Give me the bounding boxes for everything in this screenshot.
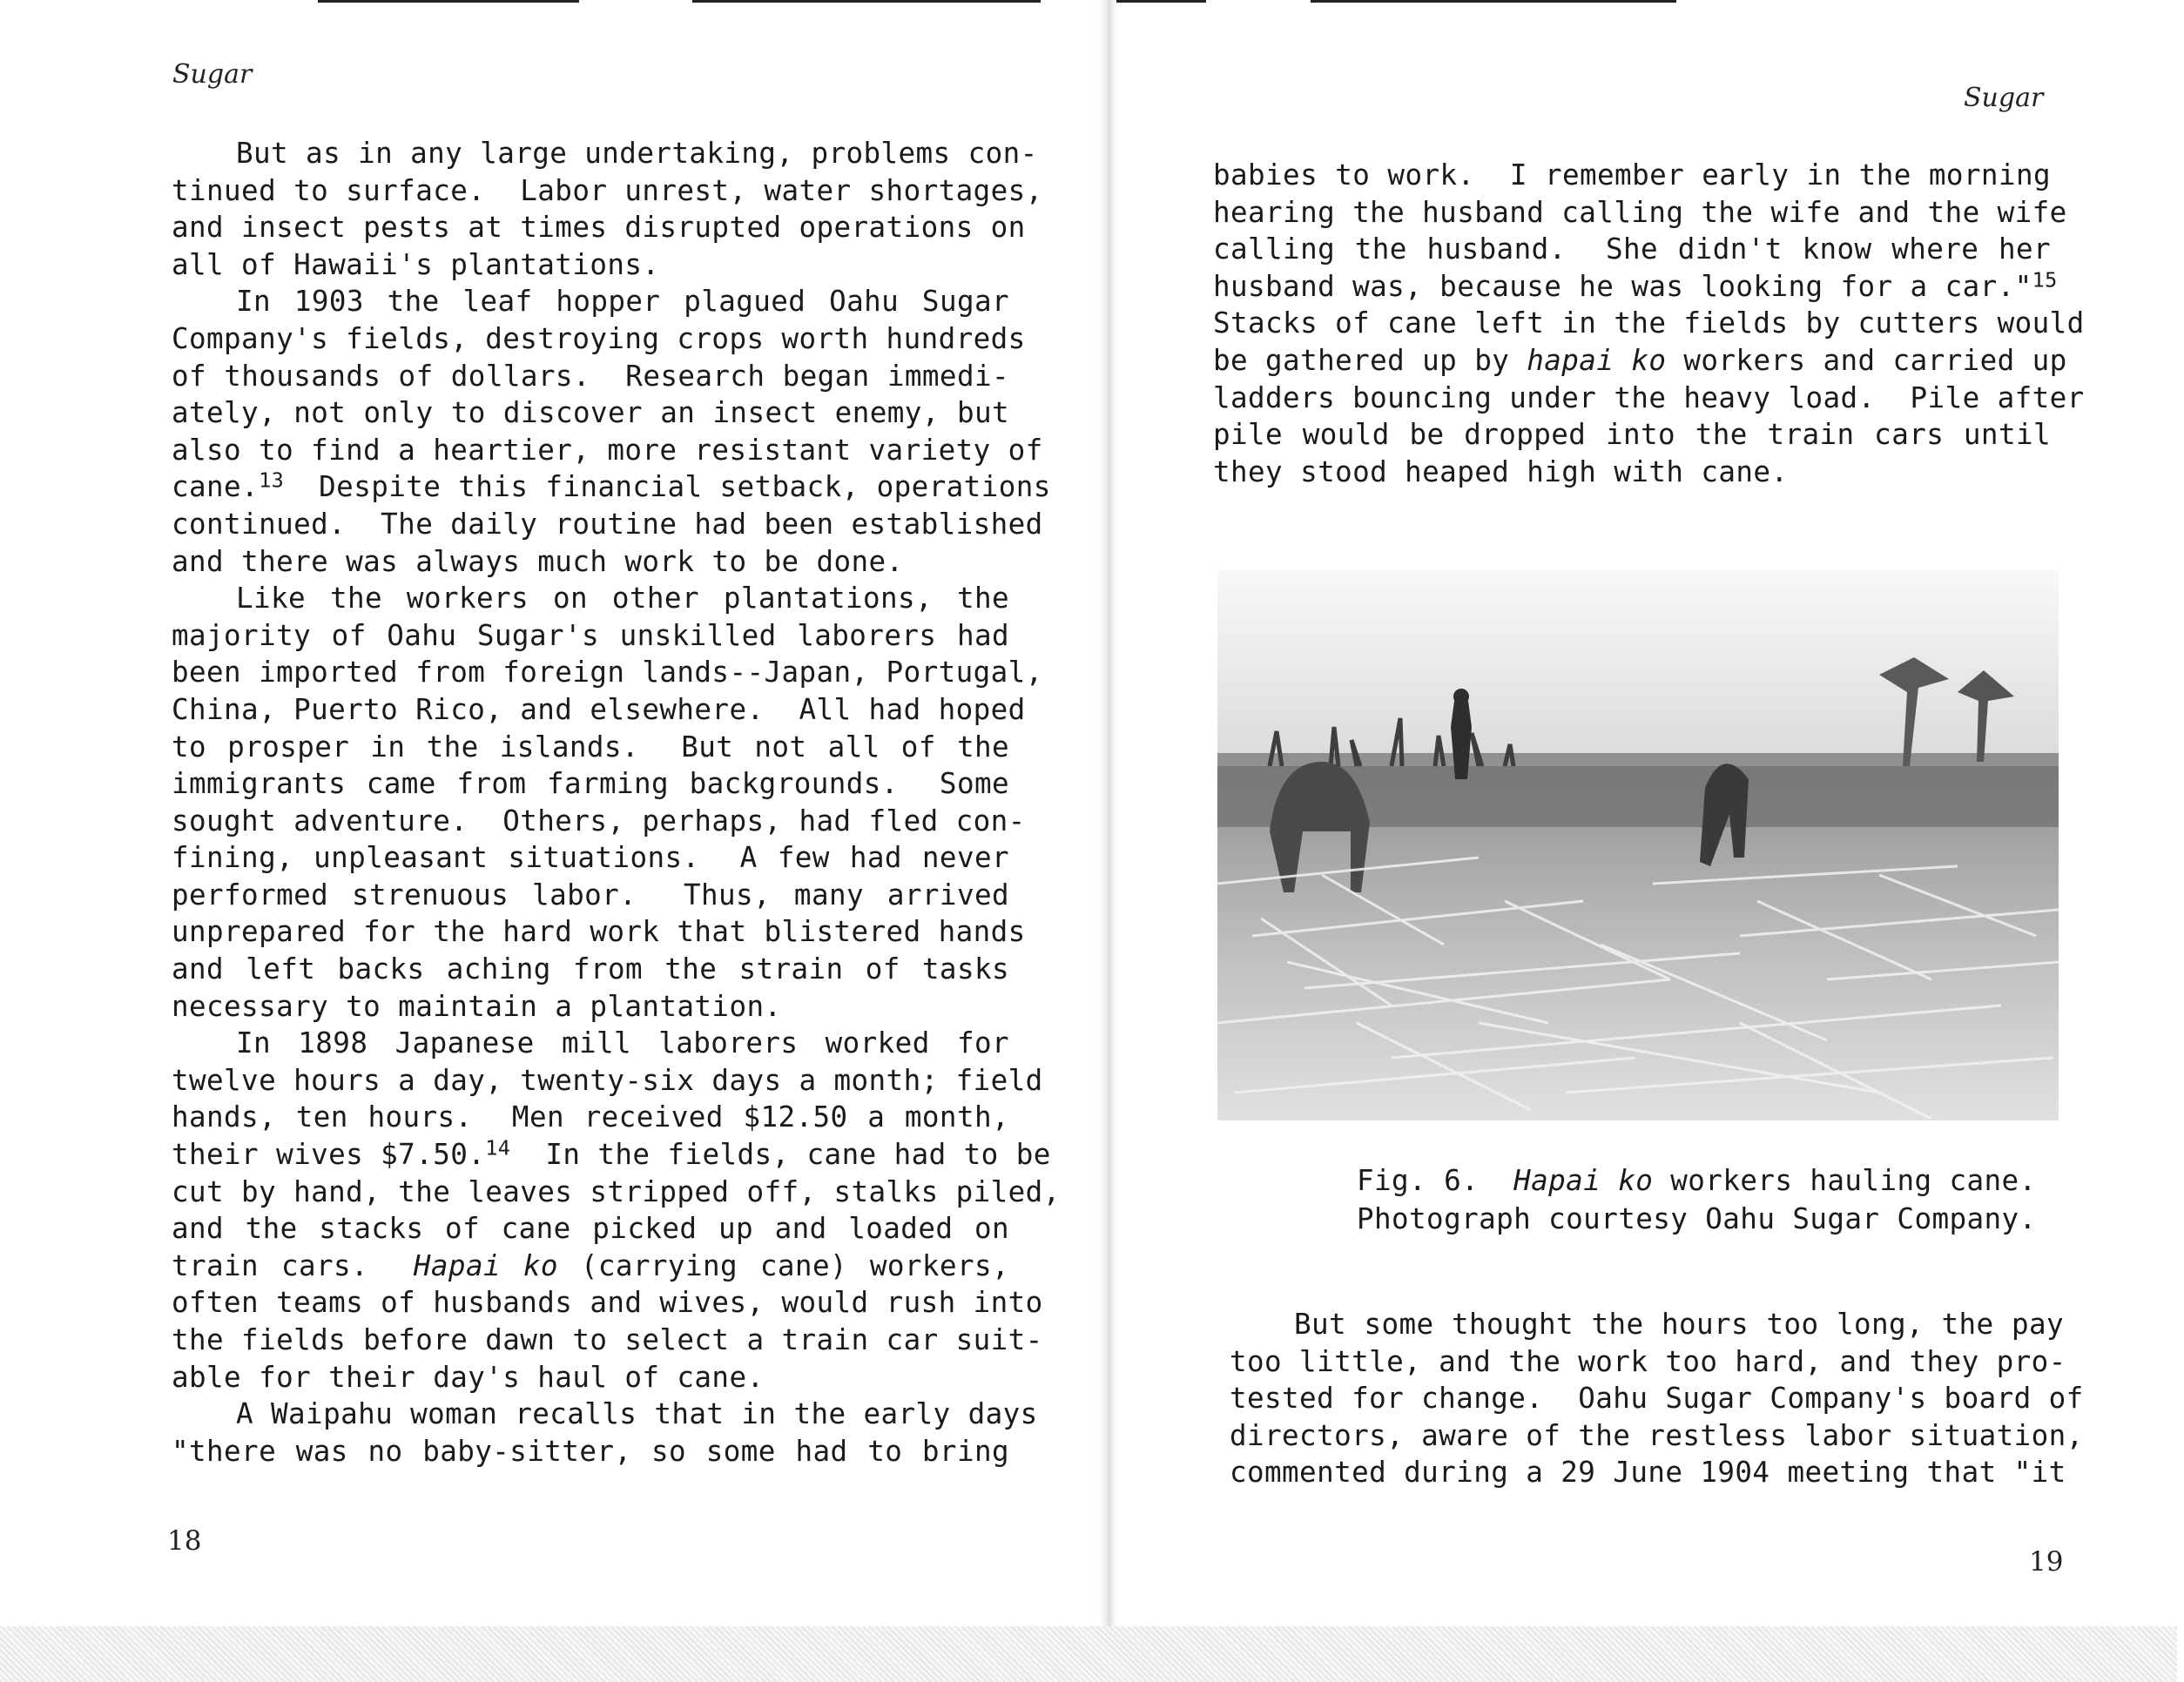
text-line: Like the workers on other plantations, the	[236, 582, 1009, 616]
text-line: immigrants came from farming backgrounds. Some	[172, 767, 1009, 801]
text-line: But as in any large undertaking, problems con-	[236, 137, 1038, 170]
text-line: to prosper in the islands. But not all of the	[172, 730, 1009, 764]
figure-caption	[1357, 1161, 2184, 1238]
top-rule	[1311, 0, 1676, 3]
text-line: train cars. Hapai ko (carrying cane) workers,	[172, 1248, 1009, 1282]
text-line: tested for change. Oahu Sugar Company's board of	[1230, 1382, 2084, 1416]
text-line: twelve hours a day, twenty-six days a month; field	[172, 1063, 1043, 1097]
text-line: sought adventure. Others, perhaps, had fled con-	[172, 804, 1026, 838]
caption-rest: workers hauling cane.	[1653, 1164, 2037, 1197]
text-line: been imported from foreign lands--Japan, Portugal,	[172, 656, 1043, 690]
top-rule	[1110, 0, 1206, 3]
top-rule	[692, 0, 1041, 3]
text-line: fining, unpleasant situations. A few had never	[172, 841, 1009, 875]
text-line: China, Puerto Rico, and elsewhere. All had hoped	[172, 692, 1026, 726]
text-line: babies to work. I remember early in the morning	[1213, 158, 2051, 192]
text-line: Stacks of cane left in the fields by cutters would	[1213, 306, 2085, 340]
text-line: commented during a 29 June 1904 meeting that "it	[1230, 1456, 2066, 1490]
photo-sky	[1217, 570, 2059, 753]
cane-field-photo	[1217, 570, 2059, 1136]
text-line: A Waipahu woman recalls that in the early days	[236, 1397, 1038, 1431]
page-number: 19	[2029, 1546, 2064, 1578]
text-line: their wives $7.50.14 In the fields, cane had to be	[172, 1135, 1051, 1172]
text-line: ladders bouncing under the heavy load. Pile after	[1213, 380, 2085, 414]
footnote-ref: 13	[259, 468, 285, 493]
text-line: husband was, because he was looking for a car."$^{15}$	[1213, 267, 2058, 303]
text-line: too little, and the work too hard, and they pro-	[1230, 1344, 2066, 1378]
text-line: cut by hand, the leaves stripped off, stalks piled,	[172, 1174, 1061, 1208]
text-line: cane.$^{13}$ Despite this financial setback, operations	[172, 468, 1051, 504]
text-line: all of Hawaii's plantations.	[172, 247, 660, 281]
left-text-column	[172, 135, 1061, 1470]
running-header: Sugar	[1964, 83, 2044, 113]
text-line: hearing the husband calling the wife and the wife	[1213, 195, 2067, 229]
italic-term: Hapai ko	[413, 1248, 558, 1282]
page-bottom-shadow	[0, 1626, 2177, 1682]
text-line: performed strenuous labor. Thus, many arrived	[172, 878, 1009, 912]
text-line: and the stacks of cane picked up and loaded on	[172, 1212, 1009, 1246]
text-line: calling the husband. She didn't know where her	[1213, 232, 2051, 266]
photo-bottom-margin	[1217, 1120, 2059, 1136]
caption-italic: Hapai ko	[1513, 1164, 1654, 1197]
page-number: 18	[167, 1525, 202, 1557]
text-line: continued. The daily routine had been established	[172, 507, 1043, 541]
caption-line: Photograph courtesy Oahu Sugar Company.	[1357, 1202, 2037, 1235]
text-line: be gathered up by hapai ko workers and carried up	[1213, 343, 2067, 377]
caption-line	[1357, 1161, 2184, 1200]
text-line: directors, aware of the restless labor situation,	[1230, 1418, 2084, 1452]
worker-head	[1453, 689, 1469, 704]
book-gutter	[1099, 0, 1116, 1682]
text-line: "there was no baby-sitter, so some had to bring	[172, 1434, 1009, 1468]
text-line: necessary to maintain a plantation.	[172, 989, 782, 1023]
text-line: hands, ten hours. Men received $12.50 a month,	[172, 1100, 1009, 1134]
text-line: tinued to surface. Labor unrest, water shortages,	[172, 173, 1043, 207]
text-line: ately, not only to discover an insect enemy, but	[172, 396, 1009, 430]
text-line: the fields before dawn to select a train car suit-	[172, 1323, 1043, 1356]
text-line: and left backs aching from the strain of tasks	[172, 952, 1009, 986]
text-line: majority of Oahu Sugar's unskilled laborers had	[172, 618, 1009, 652]
italic-term: hapai ko	[1527, 343, 1667, 377]
text-line: In 1898 Japanese mill laborers worked for	[236, 1026, 1009, 1060]
text-line: and insect pests at times disrupted operations on	[172, 211, 1026, 245]
text-line: and there was always much work to be done.	[172, 544, 904, 578]
text-line: often teams of husbands and wives, would rush into	[172, 1286, 1043, 1320]
text-line: Company's fields, destroying crops worth hundreds	[172, 321, 1026, 355]
text-line: unprepared for the hard work that blistered hands	[172, 915, 1026, 949]
text-line: In 1903 the leaf hopper plagued Oahu Sugar	[236, 285, 1009, 319]
right-text-column-bottom	[1230, 1306, 2084, 1491]
text-line: pile would be dropped into the train cars until	[1213, 418, 2051, 452]
text-line: But some thought the hours too long, the pay	[1294, 1308, 2064, 1341]
text-line: able for their day's haul of cane.	[172, 1360, 765, 1394]
running-header: Sugar	[172, 59, 253, 90]
top-rule	[318, 0, 579, 3]
text-line: of thousands of dollars. Research began immedi-	[172, 359, 1009, 393]
footnote-ref: 14	[485, 1135, 511, 1161]
text-line: also to find a heartier, more resistant variety of	[172, 433, 1043, 467]
text-line: they stood heaped high with cane.	[1213, 454, 1789, 488]
footnote-ref: 15	[2032, 267, 2058, 293]
right-text-column-top	[1213, 157, 2085, 490]
caption-label: Fig. 6.	[1357, 1164, 1480, 1197]
